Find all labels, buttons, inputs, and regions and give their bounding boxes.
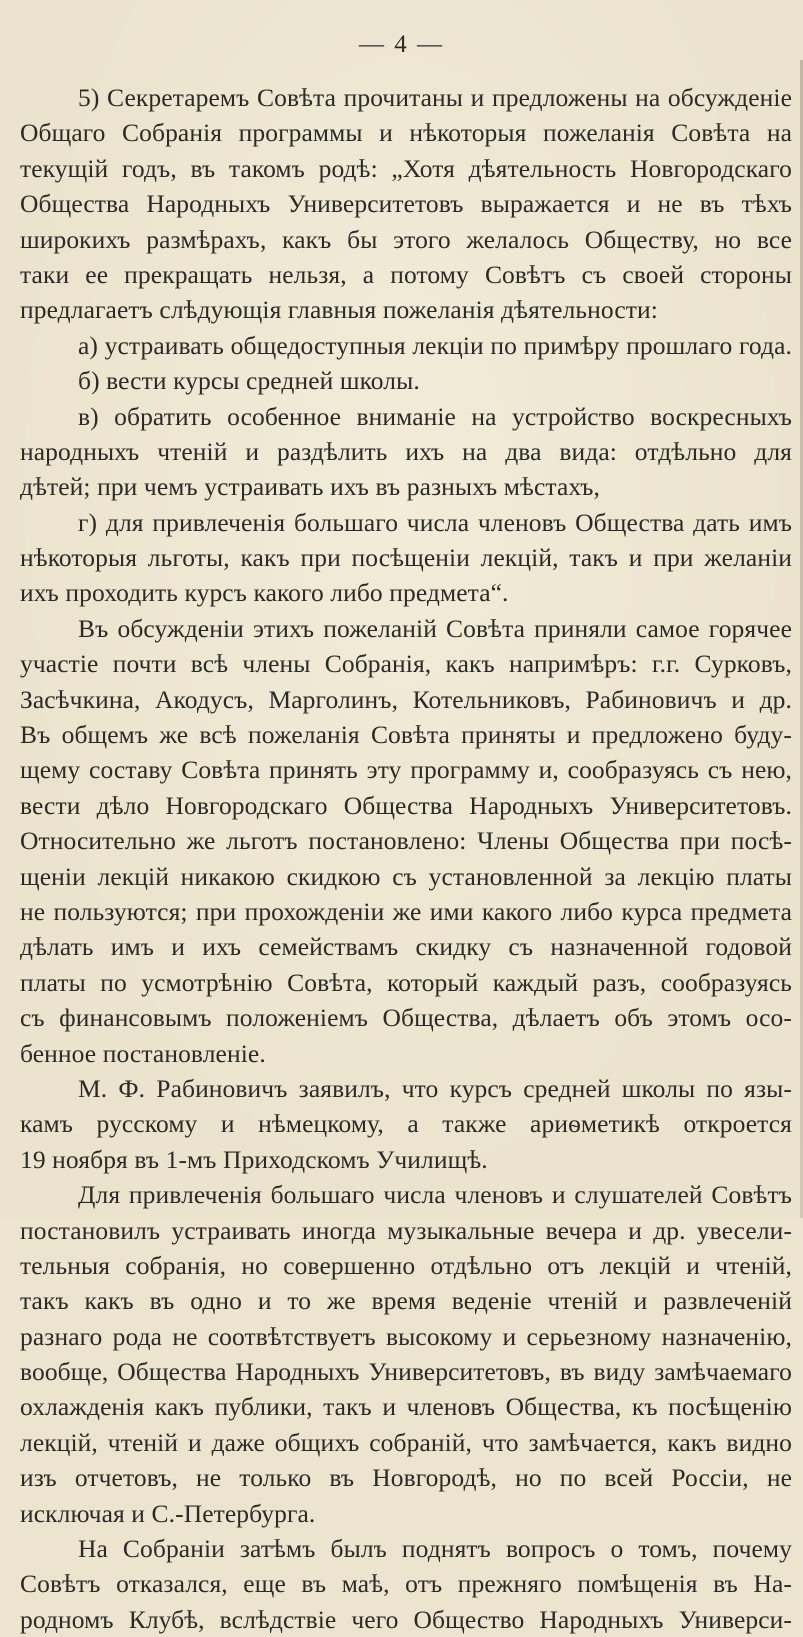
text-line: а) устраивать общедоступныя лекціи по примѣру прошлаго года. [78, 330, 792, 360]
text-line: На Собраніи затѣмъ былъ поднятъ вопросъ о томъ, почему [78, 1534, 792, 1564]
text-line: 5) Секретаремъ Совѣта прочитаны и предложены на обсужденіе [78, 83, 792, 112]
text-line: такъ какъ въ одно и то же время веденіе чтеній и развлеченій [20, 1286, 792, 1316]
text-line: лекцій, чтеній и даже общихъ собраній, что замѣчается, какъ видно [20, 1427, 792, 1457]
text-line: участіе почти всѣ члены Собранія, какъ напримѣръ: г.г. Сурковъ, [20, 649, 792, 679]
body-text [20, 80, 792, 1637]
text-line: б) вести курсы средней школы. [78, 366, 420, 396]
text-line: Въ общемъ же всѣ пожеланія Совѣта приняты и предложено буду- [20, 720, 792, 750]
text-line: Относительно же льготъ постановлено: Члены Общества при посѣ- [20, 826, 792, 856]
text-line: бенное постановленіе. [20, 1038, 266, 1068]
text-line: в) обратить особенное вниманіе на устройство воскресныхъ [78, 401, 792, 431]
text-line: щему составу Совѣта принять эту программу и, сообразуясь съ нею, [20, 755, 792, 785]
text-line: народныхъ чтеній и раздѣлить ихъ на два вида: отдѣльно для [20, 436, 792, 466]
text-line: широкихъ размѣрахъ, какъ бы этого желалось Обществу, но все [20, 224, 792, 254]
text-line: изъ отчетовъ, не только въ Новгородѣ, но по всей Россіи, не [20, 1463, 792, 1493]
text-line: разнаго рода не соотвѣтствуетъ высокому и серьезному назначенію, [20, 1321, 792, 1351]
page-number: — 4 — [359, 31, 444, 58]
text-line: Въ обсужденіи этихъ пожеланій Совѣта приняли самое горячее [78, 613, 792, 643]
text-line: камъ русскому и нѣмецкому, а также ариѳметикѣ откроется [20, 1109, 792, 1139]
text-line: дѣлать имъ и ихъ семействамъ скидку съ назначенной годовой [20, 932, 792, 962]
text-line: исключая и С.-Петербурга. [20, 1498, 316, 1528]
text-line: щеніи лекцій никакою скидкою съ установленной за лекцію платы [20, 861, 792, 891]
text-line: предлагаетъ слѣдующія главныя пожеланія дѣятельности: [20, 295, 658, 325]
text-line: текущій годъ, въ такомъ родѣ: „Хотя дѣятельность Новгородскаго [20, 153, 792, 183]
text-line: 19 ноября въ 1-мъ Приходскомъ Училищѣ. [20, 1144, 488, 1174]
text-line: Совѣтъ отказался, еще въ маѣ, отъ прежняго помѣщенія въ На- [20, 1569, 792, 1599]
text-line: Засѣчкина, Акодусъ, Марголинъ, Котельниковъ, Рабиновичъ и др. [20, 684, 792, 714]
text-line: г) для привлеченія большаго числа членовъ Общества дать имъ [78, 507, 792, 537]
text-line: постановилъ устраивать иногда музыкальные вечера и др. увесели- [20, 1215, 792, 1245]
text-line: Общаго Собранія программы и нѣкоторыя пожеланія Совѣта на [20, 118, 792, 148]
text-line: М. Ф. Рабиновичъ заявилъ, что курсъ средней школы по язы- [78, 1073, 792, 1103]
text-line: тельныя собранія, но совершенно отдѣльно отъ лекцій и чтеній, [20, 1250, 792, 1280]
text-line: ихъ проходить курсъ какого либо предмета“. [20, 578, 509, 608]
text-line: вообще, Общества Народныхъ Университетовъ, въ виду замѣчаемаго [20, 1357, 792, 1387]
text-line: съ финансовымъ положеніемъ Общества, дѣлаетъ объ этомъ осо- [20, 1003, 792, 1033]
text-line: вести дѣло Новгородскаго Общества Народныхъ Университетовъ. [20, 790, 792, 820]
text-line: дѣтей; при чемъ устраивать ихъ въ разныхъ мѣстахъ, [20, 472, 601, 502]
text-line: Общества Народныхъ Университетовъ выражается и не въ тѣхъ [20, 189, 792, 219]
text-line: Для привлеченія большаго числа членовъ и слушателей Совѣтъ [78, 1180, 792, 1210]
text-line: не пользуются; при прохожденіи же ими какого либо курса предмета [20, 896, 792, 926]
text-line: таки ее прекращать нельзя, а потому Совѣтъ съ своей стороны [20, 259, 792, 289]
text-line: платы по усмотрѣнію Совѣта, который каждый разъ, сообразуясь [20, 967, 792, 997]
text-line: родномъ Клубѣ, вслѣдствіе чего Общество Народныхъ Универси- [20, 1604, 792, 1634]
text-line: нѣкоторыя льготы, какъ при посѣщеніи лекцій, такъ и при желаніи [20, 543, 792, 573]
text-line: охлажденія какъ публики, такъ и членовъ Общества, къ посѣщенію [20, 1392, 792, 1422]
